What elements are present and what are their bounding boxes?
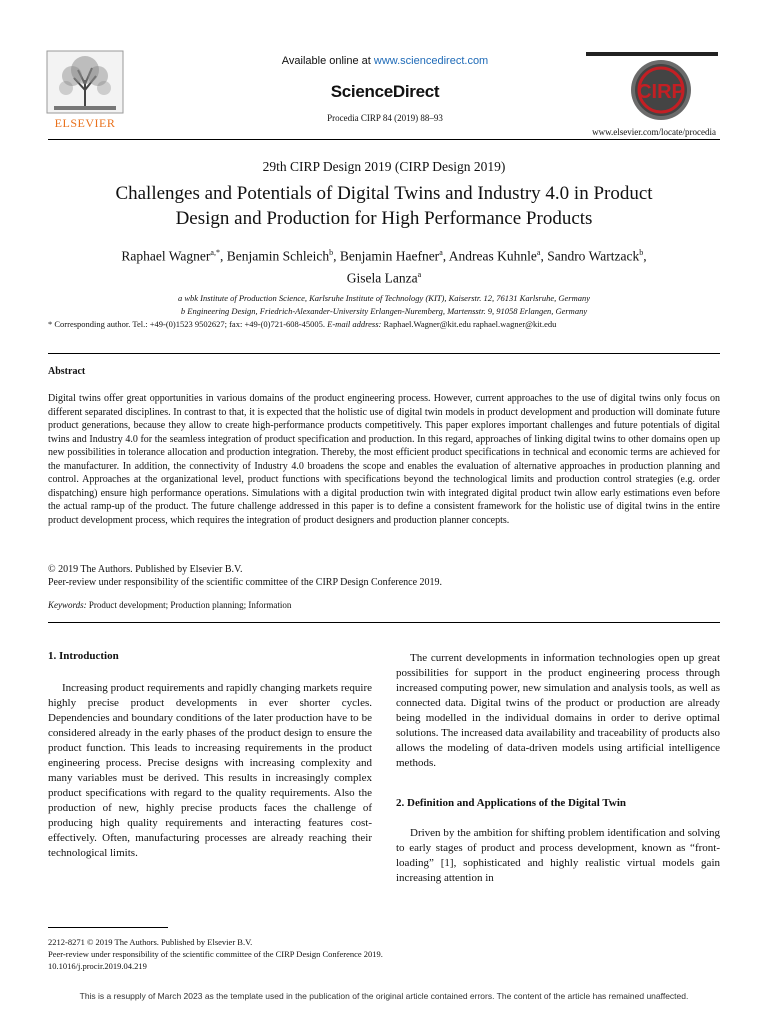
author-affiliation-mark: b [639,248,644,257]
abstract-body: Digital twins offer great opportunities in various domains of the product engineering process. However, current approaches to the use of digital twins only focus on different separated disciplines. In contrast to that, it is expected that the holistic use of digital twin models in product development and production will dominate future product generations, because they allow to create high-performance products competitively. This paper explores important challenges and future potentials of digital twins and Industry 4.0 for the seamless integration of product specification and production. In this regard, approaches of linking digital twins to other domains open up new possibilities in tolerance allocation and production integration. Thereby, the most efficient product specifications in technical and economic terms are achieved for the manufacturer. In addition, the connectivity of Industry 4.0 broadens the scope and enables the evaluation of alternative approaches in production planning and control. Approaches at the organizational level, product functions with specifications beyond the technological limits and production control strategies (e.g. order dispatching) ensure high performance operations. Simulations with a digital production twin with integrated digital product twin allow early estimations even before the actual ramp-up of the product. The future challenge addressed in this paper is to define a consistent framework for the holistic use of digital twins in the entire product development process, which requires the integration of product designers and production planner concepts. [48,393,720,526]
resupply-notice: This is a resupply of March 2023 as the template used in the publication of the original article contained errors. The content of the article has remained unaffected. [79,991,689,1001]
author-affiliation-mark: a [536,248,541,257]
title-line-1: Challenges and Potentials of Digital Twins and Industry 4.0 in Product [115,183,653,204]
title-line-2: Design and Production for High Performance Products [175,208,593,229]
author-affiliation-mark: a,* [210,248,220,257]
footer-rule [48,927,168,928]
available-prefix: Available online at [281,55,374,67]
affiliation-b: b Engineering Design, Friedrich-Alexander-University Erlangen-Nuremberg, Martensstr. 9, 91058 Erlangen, Germany [180,306,588,316]
author-affiliation-mark: a [439,248,443,257]
publisher-name: ELSEVIER [54,116,116,130]
corresponding-prefix: * Corresponding author. Tel.: +49-(0)1523 9502627; fax: +49-(0)721-608-45005. [48,319,328,329]
author-affiliation-mark: b [329,248,334,257]
footer-doi[interactable]: 10.1016/j.procir.2019.04.219 [48,961,147,971]
corresponding-author [48,319,720,329]
author-affiliation-mark: a [417,269,422,279]
email-value[interactable]: Raphael.Wagner@kit.edu raphael.wagner@kit.edu [381,319,557,329]
keywords-line [48,600,291,610]
abstract-bottom-rule [48,622,720,623]
author-name: Benjamin Schleich [226,248,330,264]
journal-reference: Procedia CIRP 84 (2019) 88–93 [327,113,443,123]
abstract-top-rule [48,353,720,354]
footer-issn: 2212-8271 © 2019 The Authors. Published by Elsevier B.V. [48,937,253,947]
affiliation-a: a wbk Institute of Production Science, Karlsruhe Institute of Technology (KIT), Kaiserstr. 12, 76131 Karlsruhe, Germany [177,293,591,303]
author-name: Benjamin Haefner [339,248,440,264]
email-label: E-mail address: [327,319,382,329]
column2-paragraph: The current developments in information technologies open up great possibilities for support in the product engineering process through increased computing power, new simulation and analysis tools, as well as connected data. Digital twins of the product or production are already being modelled in the individual domains in order to derive optimal solutions. The increased data availability and traceability of products also allows the modeling of data-driven models using artificial intelligence methods. [396,652,720,769]
peer-review-notice: Peer-review under responsibility of the scientific committee of the CIRP Design Conference 2019. [48,577,443,588]
author-name: Andreas Kuhnle [448,248,537,264]
conference-name: 29th CIRP Design 2019 (CIRP Design 2019) [262,159,506,174]
available-online-line [240,55,530,67]
platform-name: ScienceDirect [330,82,440,101]
footer-peer-review: Peer-review under responsibility of the scientific committee of the CIRP Design Conference 2019. [48,949,383,959]
abstract-heading: Abstract [48,366,86,377]
sciencedirect-link[interactable]: www.sciencedirect.com [373,55,489,67]
keywords-list: Product development; Production planning; Information [86,600,292,610]
author-name: Sandro Wartzack [547,248,640,264]
paper-title [60,181,708,231]
copyright-notice: © 2019 The Authors. Published by Elsevier B.V. [48,564,243,575]
author-name: Raphael Wagner [121,248,211,264]
header-divider [48,139,720,140]
section2-paragraph: Driven by the ambition for shifting problem identification and solving to early stages of product and process development, known as “front-loading” [1], sophisticated and highly realistic virtual models gain increasing attention in [396,827,720,884]
introduction-paragraph: Increasing product requirements and rapidly changing markets require highly precise product developments in ever shorter cycles. Dependencies and boundary conditions of the later production have to be considered already in the early phases of the product design to ensure the product function. This leads to increasing requirements in the product engineering process. Precise designs with increasing complexity and many variables must be derived. This results in increasingly complex product specifications with regard to the quality requirements. Also the production of new, highly precise products faces the challenge of producing high quality requirements and interacting features cost-effectively. Often, manufacturing processes are already reaching their technological limits. [48,682,372,859]
author-name: Gisela Lanza [346,270,418,285]
journal-url[interactable]: www.elsevier.com/locate/procedia [592,127,716,137]
section-heading-introduction: 1. Introduction [48,650,119,662]
cirp-logo-text: CIRP [637,81,685,103]
author-list: Raphael Wagner$^{a,*}$, Benjamin Schleich$^b$, Benjamin Haefner$^a$, Andreas Kuhnle$^a$, Sandro Wartzack$^b$, Gisela Lanza$^a$ [121,248,647,285]
keywords-label: Keywords: [48,600,87,610]
header-bar [586,52,718,56]
section-heading-definition: 2. Definition and Applications of the Digital Twin [396,797,627,809]
cirp-logo [626,58,696,122]
